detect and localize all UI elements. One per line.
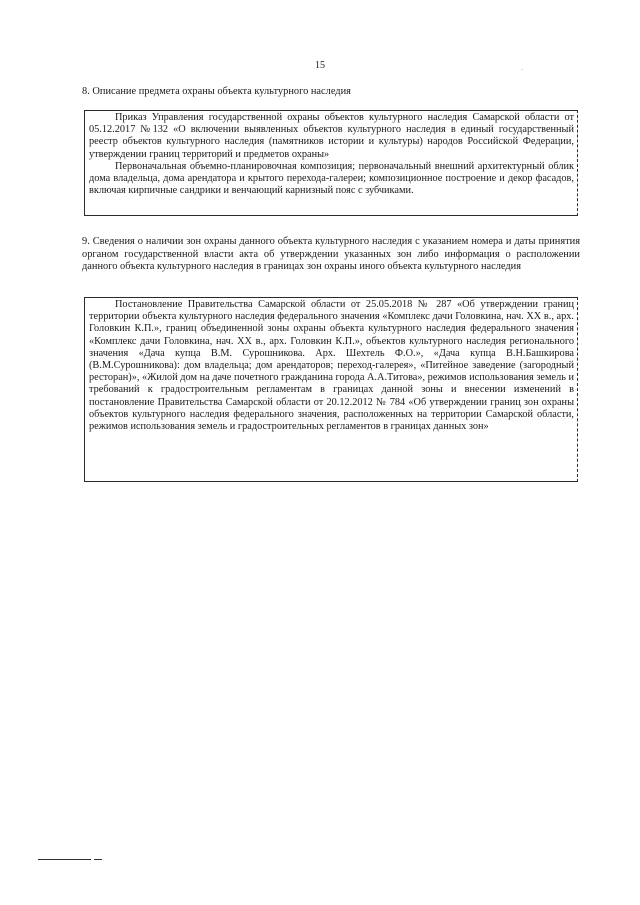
footer-rule-short (94, 859, 102, 860)
section-8-heading: 8. Описание предмета охраны объекта культурного наследия (82, 86, 351, 97)
section-8-order-paragraph: Приказ Управления государственной охраны объектов культурного наследия Самарской области от 05.12.2017 №132 «О включении выявленных объектов культурного наследия в единый государственный реестр объектов культурного наследия (памятников истории и культуры) народов Российской Федерации, утверждении границ территорий и предметов охраны» (89, 112, 574, 160)
section-8-description-paragraph: Первоначальная объемно-планировочная композиция; первоначальный внешний архитектурный облик дома владельца, дома арендатора и крытого перехода-галереи; композиционное построение и декор фасадов, включая кирпичные сандрики и венчающий карнизный пояс с зубчиками. (89, 160, 574, 197)
section-8-box (84, 110, 578, 216)
section-9-resolution-paragraph: Постановление Правительства Самарской области от 25.05.2018 № 287 «Об утверждении границ территории объекта культурного наследия федерального значения «Комплекс дачи Головкина, нач. XX в., арх. Головкин К.П.», границ объединенной зоны охраны объекта культурного наследия федерального значения «Комплекс дачи Головкина, нач. XX в., арх. Головкин К.П.», объектов культурного наследия регионального значения «Дача купца В.М. Сурошникова. Арх. Шехтель Ф.О.», «Дача купца В.Н.Башкирова (В.М.Сурошникова): дом владельца; дом арендаторов; переход-галерея», «Питейное заведение (загородный ресторан)», «Жилой дом на даче почетного гражданина города А.А.Титова», режимов использования земель и требований к градостроительным регламентам в границах данной зоны и внесении изменений в постановление Правительства Самарской области от 20.12.2012 № 784 «Об утверждении границ зон охраны объектов культурного наследия федерального значения, расположенных на территории Самарской области, режимов использования земель и градостроительных регламентов в границах данных зон» (89, 299, 574, 433)
section-9-heading: 9. Сведения о наличии зон охраны данного объекта культурного наследия с указанием номера и даты принятия органом государственной власти акта об утверждении указанных зон либо информация о расположении данного объекта культурного наследия в границах зон охраны иного объекта культурного наследия (82, 236, 580, 273)
page-number: 15 (315, 60, 325, 71)
section-9-box (84, 297, 578, 482)
footer-rule (38, 859, 91, 860)
scan-artifact-dot: . (521, 64, 523, 72)
